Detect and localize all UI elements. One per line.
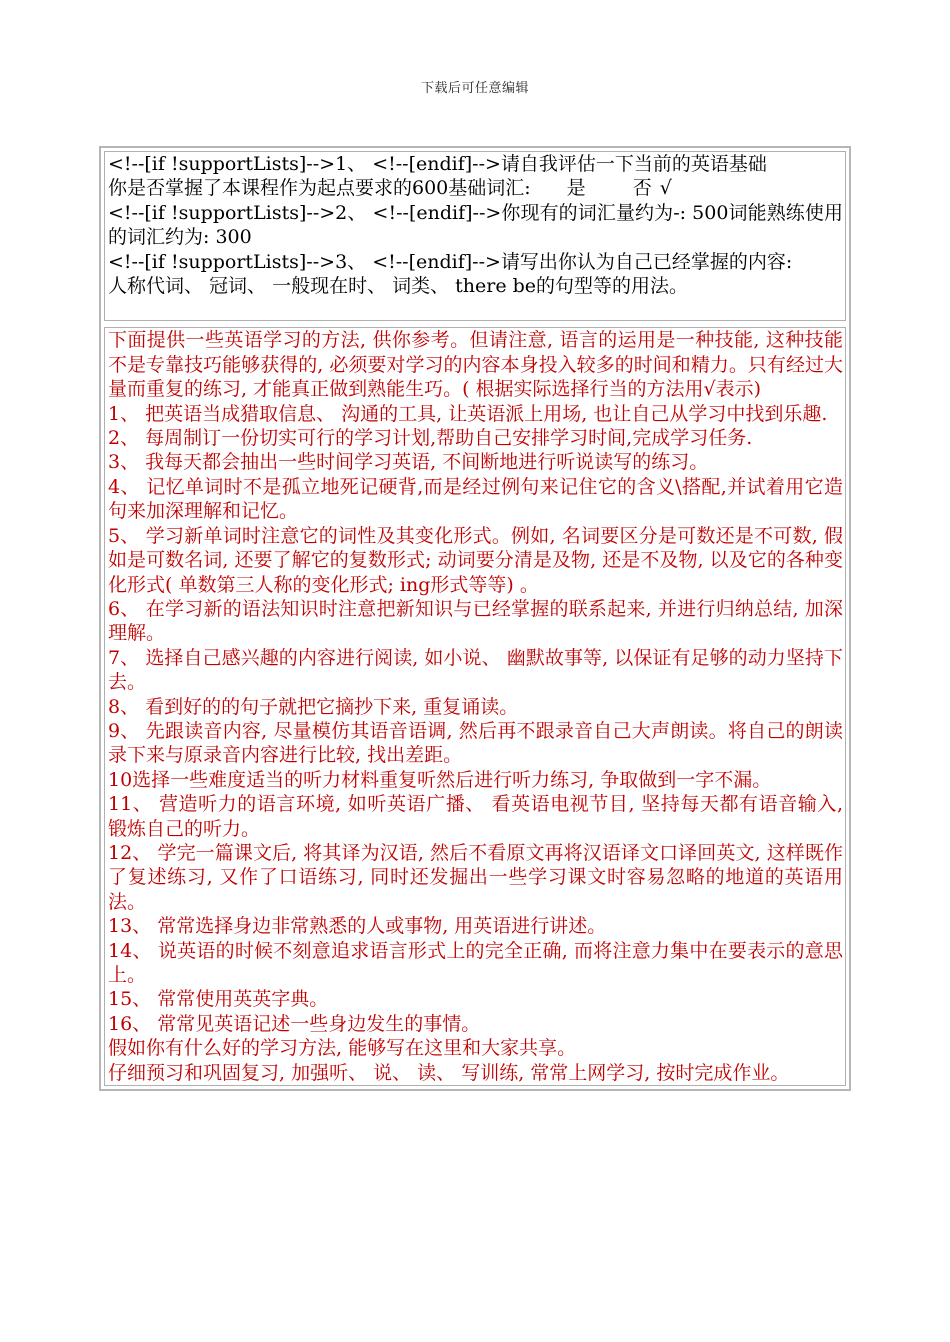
method-item: 1、 把英语当成猎取信息、 沟通的工具, 让英语派上用场, 也让自己从学习中找到乐趣. xyxy=(108,402,828,425)
method-item: 5、 学习新单词时注意它的词性及其变化形式。例如, 名词要区分是可数还是不可数, 假如是可数名词, 还要了解它的复数形式; 动词要分清是及物, 还是不及物, 以及它的各种变化形式( 单数第三人称的变化形式; ing形式等等) 。 xyxy=(108,524,843,596)
method-item: 4、 记忆单词时不是孤立地死记硬背,而是经过例句来记住它的含义\搭配,并试着用它造句来加深理解和记忆。 xyxy=(108,475,843,523)
method-item: 15、 常常使用英英字典。 xyxy=(108,988,329,1011)
method-item: 16、 常常见英语记述一些身边发生的事情。 xyxy=(108,1012,481,1035)
question-1-answer-row xyxy=(108,176,843,200)
question-2-text: <!--[if !supportLists]-->2、 <!--[endif]-->你现有的词汇量约为-: 500词能熟练使用的词汇约为: 300 xyxy=(108,201,843,249)
method-item: 7、 选择自己感兴趣的内容进行阅读, 如小说、 幽默故事等, 以保证有足够的动力坚持下去。 xyxy=(108,646,843,694)
method-item: 13、 常常选择身边非常熟悉的人或事物, 用英语进行讲述。 xyxy=(108,915,607,938)
method-item: 9、 先跟读音内容, 尽量模仿其语音语调, 然后再不跟录音自己大声朗读。将自己的朗读录下来与原录音内容进行比较, 找出差距。 xyxy=(108,719,843,767)
question-1-prompt: <!--[if !supportLists]-->1、 <!--[endif]-->请自我评估一下当前的英语基础 xyxy=(108,153,767,175)
method-item: 12、 学完一篇课文后, 将其译为汉语, 然后不看原文再将汉语译文口译回英文, 这样既作了复述练习, 又作了口语练习, 同时还发掘出一些学习课文时容易忽略的地道的英语用法。 xyxy=(108,841,843,913)
method-item: 3、 我每天都会抽出一些时间学习英语, 不间断地进行听说读写的练习。 xyxy=(108,451,709,474)
methods-intro: 下面提供一些英语学习的方法, 供你参考。但请注意, 语言的运用是一种技能, 这种技能不是专靠技巧能够获得的, 必须要对学习的内容本身投入较多的时间和精力。只有经过大量而重复的练习, 才能真正做到熟能生巧。( 根据实际选择行当的方法用√表示) xyxy=(108,329,843,401)
share-prompt: 假如你有什么好的学习方法, 能够写在这里和大家共享。 xyxy=(108,1037,577,1060)
question-1-text: 你是否掌握了本课程作为起点要求的600基础词汇: xyxy=(108,177,531,200)
method-item: 10选择一些难度适当的听力材料重复听然后进行听力练习, 争取做到一字不漏。 xyxy=(108,768,772,791)
option-yes: 是 xyxy=(566,177,587,200)
method-item: 14、 说英语的时候不刻意追求语言形式上的完全正确, 而将注意力集中在要表示的意思上。 xyxy=(108,939,843,986)
option-no-checked: 否 √ xyxy=(632,177,673,200)
header-note: 下载后可任意编辑 xyxy=(420,81,529,96)
method-item: 2、 每周制订一份切实可行的学习计划,帮助自己安排学习时间,完成学习任务. xyxy=(108,427,753,450)
questionnaire-table xyxy=(99,146,851,1091)
method-item: 6、 在学习新的语法知识时注意把新知识与已经掌握的联系起来, 并进行归纳总结, 加深理解。 xyxy=(108,597,843,645)
learning-methods-cell xyxy=(104,327,846,1086)
share-answer: 仔细预习和巩固复习, 加强听、 说、 读、 写训练, 常常上网学习, 按时完成作业。 xyxy=(108,1061,790,1084)
self-assessment-cell xyxy=(104,151,846,321)
question-3-prompt: <!--[if !supportLists]-->3、 <!--[endif]-->请写出你认为自己已经掌握的内容: xyxy=(108,250,793,273)
method-item: 8、 看到好的的句子就把它摘抄下来, 重复诵读。 xyxy=(108,695,519,718)
question-3-answer: 人称代词、 冠词、 一般现在时、 词类、 there be的句型等的用法。 xyxy=(108,275,689,298)
method-item: 11、 营造听力的语言环境, 如听英语广播、 看英语电视节目, 坚持每天都有语音输入, 锻炼自己的听力。 xyxy=(108,793,843,840)
